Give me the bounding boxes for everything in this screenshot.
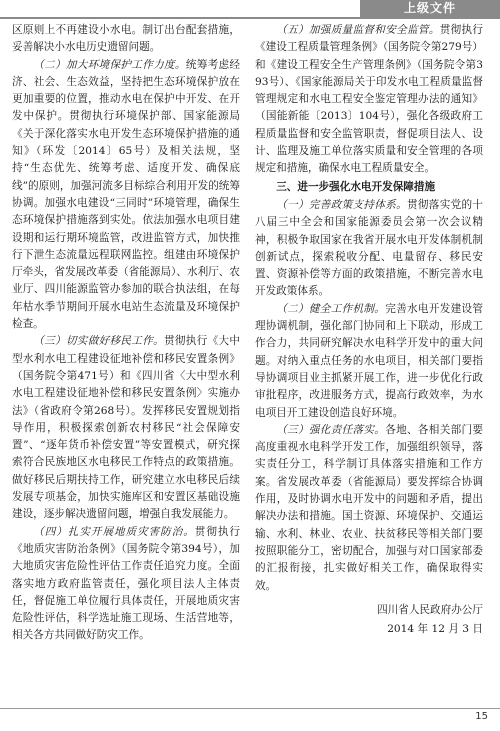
paragraph-3-lead: （四）扎实开展地质灾害防治。 [33,525,195,538]
section-3-heading: 三、进一步强化水电开发保障措施 [276,180,436,193]
section-header [360,0,500,17]
section-header-label: 上级文件 [403,1,456,15]
paragraph-7 [255,422,483,595]
left-column [12,22,240,645]
paragraph-3 [12,524,240,645]
paragraph-5-lead: （一）完善政策支持体系。 [276,198,407,211]
header-rule [0,17,500,19]
paragraph-5-body: 贯彻落实党的十八届三中全会和国家能源委员会第一次会议精神，积极争取国家在我省开展水电开发体制机制创新试点，探索税收分配、电量留存、移民安置、资源补偿等方面的政策措施，不断完善水电开发政策体系。 [255,198,483,298]
paragraph-6 [255,301,483,422]
paragraph-4 [255,22,483,178]
page-number: 15 [475,711,488,722]
paragraph-1-lead: （二）加大环境保护工作力度。 [33,58,186,71]
paragraph-3-body: 贯彻执行《地质灾害防治条例》（国务院令第394号），加大地质灾害危险性评估工作责任追究力度。全面落实地方政府监管责任，强化项目法人主体责任，督促施工单位履行具体责任，开展地质灾害危险性评估，科学选址施工现场、生活营地等，相关各方共同做好防灾工作。 [12,525,241,642]
paragraph-1 [12,57,240,334]
paragraph-0: 区原则上不再建设小水电。制订出台配套措施，妥善解决小水电历史遗留问题。 [12,24,240,54]
footer-rule [0,708,500,709]
paragraph-2-lead: （三）切实做好移民工作。 [33,335,164,348]
paragraph-2 [12,333,240,523]
signature-date: 2014 年 12 月 3 日 [387,623,483,635]
paragraph-4-body: 贯彻执行《建设工程质量管理条例》（国务院令第279号）和《建设工程安全生产管理条例》（国务院令第393号）、《国家能源局关于印发水电工程质量监督管理规定和水电工程安全鉴定管理办法的通知》（国能新能〔2013〕104号），强化各级政府工程质量监督和安全监管职责，督促项目法人、设计、监理及施工单位落实质量和安全管理的各项规定和措施，确保水电工程质量安全。 [255,24,483,175]
paragraph-6-body: 完善水电开发建设管理协调机制，强化部门协同和上下联动，形成工作合力，共同研究解决水电科学开发中的重大问题。对纳入重点任务的水电项目，相关部门要指导协调项目业主抓紧开展工作，进一步优化行政审批程序，改进服务方式，提高行政效率，为水电项目开工建设创造良好环境。 [255,302,484,419]
right-column [255,22,483,595]
paragraph-4-lead: （五）加强质量监督和安全监管。 [276,24,440,36]
paragraph-5 [255,197,483,301]
paragraph-7-lead: （三）强化责任落实。 [276,423,386,436]
paragraph-7-body: 各地、各相关部门要高度重视水电科学开发工作，加强组织领导，落实责任分工，科学制订具体落实措施和工作方案。省发展改革委（省能源局）要发挥综合协调作用，及时协调水电开发中的问题和矛盾，提出解决办法和措施。国土资源、环境保护、交通运输、水利、林业、农业、扶贫移民等相关部门要按照职能分工，密切配合，加强与对口国家部委的汇报衔接，扎实做好相关工作，确保取得实效。 [255,423,484,592]
paragraph-1-body: 统筹考虑经济、社会、生态效益，坚持把生态环境保护放在更加重要的位置，推动水电在保护中开发、在开发中保护。贯彻执行环境保护部、国家能源局《关于深化落实水电开发生态环境保护措施的通知》（环发〔2014〕65号）及相关法规，坚持“生态优先、统筹考虑、适度开发、确保底线”的原则，加强河流多目标综合利用开发的统筹协调。加强水电建设“三同时”环境管理，确保生态环境保护措施落到实处。依法加强水电项目建设期和运行期环境监管，改进监管方式，加快推行下泄生态流量远程联网监控。组建由环境保护厅牵头，省发展改革委（省能源局）、水利厅、农业厅、四川能源监管办参加的联合执法组，在每年枯水季节期间开展水电站生态流量及环境保护检查。 [12,58,241,331]
signature-organization: 四川省人民政府办公厅 [377,604,483,616]
paragraph-2-body: 贯彻执行《大中型水利水电工程建设征地补偿和移民安置条例》（国务院令第471号）和《四川省〈大中型水利水电工程建设征地补偿和移民安置条例〉实施办法》（省政府令第268号）。发挥移民安置规划指导作用，积极探索创新农村移民“社会保障安置”、“逐年货币补偿安置”等安置模式，研究探索符合民族地区水电移民工作特点的政策措施。做好移民后期扶持工作，研究建立水电移民后续发展专项基金，加快实施库区和安置区基础设施建设，逐步解决遗留问题，增强自我发展能力。 [12,335,240,521]
paragraph-6-lead: （二）健全工作机制。 [276,302,386,315]
